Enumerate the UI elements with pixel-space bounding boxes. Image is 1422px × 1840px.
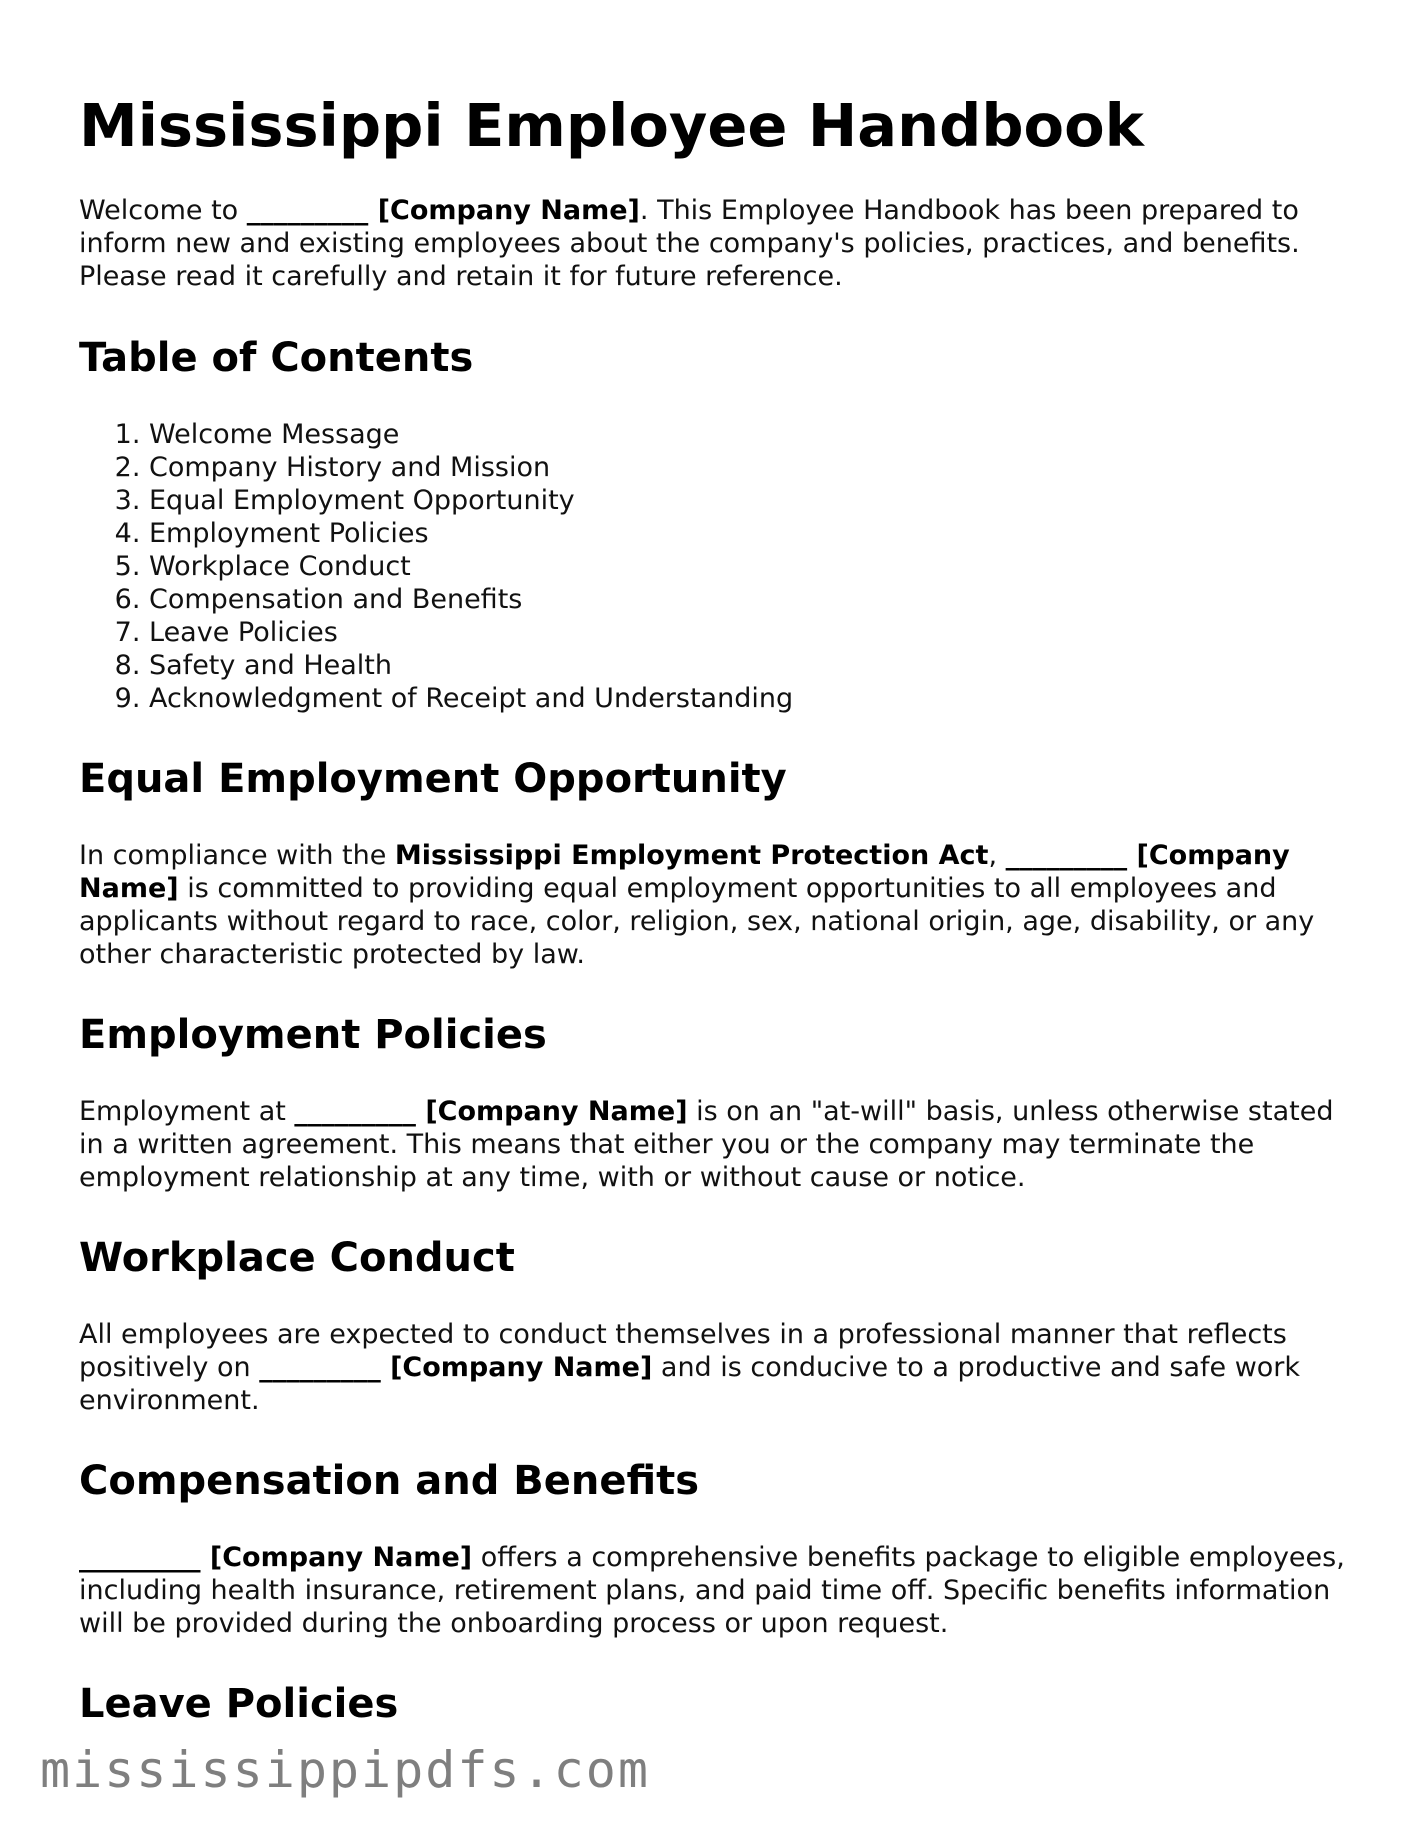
conduct-prefix: All employees are expected to conduct themselves in a professional manner that reflects positively on — [79, 1318, 1287, 1383]
employment-suffix: is on an "at-will" basis, unless otherwise stated in a written agreement. This means that either you or the company may terminate the employment relationship at any time, with or without cause or notice. — [79, 1095, 1334, 1193]
toc-heading: Table of Contents — [79, 334, 474, 381]
eeo-prefix: In compliance with the — [79, 839, 395, 871]
toc-item: 1. Welcome Message — [149, 418, 1351, 451]
toc-item: 8. Safety and Health — [149, 649, 1351, 682]
eeo-act-name: Mississippi Employment Protection Act — [394, 839, 989, 871]
toc-item: 4. Employment Policies — [149, 517, 1351, 550]
company-placeholder: [Company Name] — [209, 1541, 473, 1573]
employment-heading: Employment Policies — [79, 1011, 547, 1058]
leave-heading: Leave Policies — [79, 1680, 399, 1727]
company-blank: _________ — [1005, 839, 1128, 871]
intro-prefix: Welcome to — [79, 194, 247, 226]
company-blank: _________ — [246, 194, 369, 226]
toc-item: 2. Company History and Mission — [149, 451, 1351, 484]
company-placeholder: [Company Name] — [79, 839, 1290, 904]
conduct-suffix: and is conducive to a productive and safe work environment. — [79, 1351, 1301, 1416]
employment-prefix: Employment at — [79, 1095, 295, 1127]
toc-item: 6. Compensation and Benefits — [149, 583, 1351, 616]
company-blank: _________ — [79, 1541, 201, 1573]
site-watermark: mississippipdfs.com — [40, 1741, 650, 1799]
conduct-paragraph — [79, 1318, 1351, 1417]
eeo-mid: , — [988, 839, 1006, 871]
conduct-heading: Workplace Conduct — [79, 1234, 515, 1281]
eeo-heading: Equal Employment Opportunity — [79, 755, 787, 802]
compensation-paragraph — [79, 1541, 1351, 1640]
company-blank: _________ — [259, 1351, 381, 1383]
toc-list — [79, 418, 1351, 715]
company-blank: _________ — [294, 1095, 416, 1127]
intro-paragraph — [79, 194, 1351, 293]
compensation-suffix: offers a comprehensive benefits package to eligible employees, including health insurance, retirement plans, and paid time off. Specific benefits information will be provided during the onboarding process or upon request. — [79, 1541, 1345, 1639]
toc-item: 3. Equal Employment Opportunity — [149, 484, 1351, 517]
company-placeholder: [Company Name] — [425, 1095, 688, 1127]
page-title: Mississippi Employee Handbook — [79, 91, 1144, 160]
company-placeholder: [Company Name] — [390, 1351, 653, 1383]
toc-item: 9. Acknowledgment of Receipt and Understanding — [149, 682, 1351, 715]
company-placeholder: [Company Name] — [377, 194, 640, 226]
intro-suffix: . This Employee Handbook has been prepared to inform new and existing employees about the company's policies, practices, and benefits. Please read it carefully and retain it for future reference. — [79, 194, 1300, 292]
eeo-paragraph — [79, 839, 1351, 971]
compensation-heading: Compensation and Benefits — [79, 1457, 700, 1504]
employment-paragraph — [79, 1095, 1351, 1194]
toc-item: 5. Workplace Conduct — [149, 550, 1351, 583]
document-page — [79, 92, 1351, 1764]
eeo-suffix: is committed to providing equal employment opportunities to all employees and applicants without regard to race, color, religion, sex, national origin, age, disability, or any other characteristic protected by law. — [79, 872, 1315, 970]
toc-item: 7. Leave Policies — [149, 616, 1351, 649]
